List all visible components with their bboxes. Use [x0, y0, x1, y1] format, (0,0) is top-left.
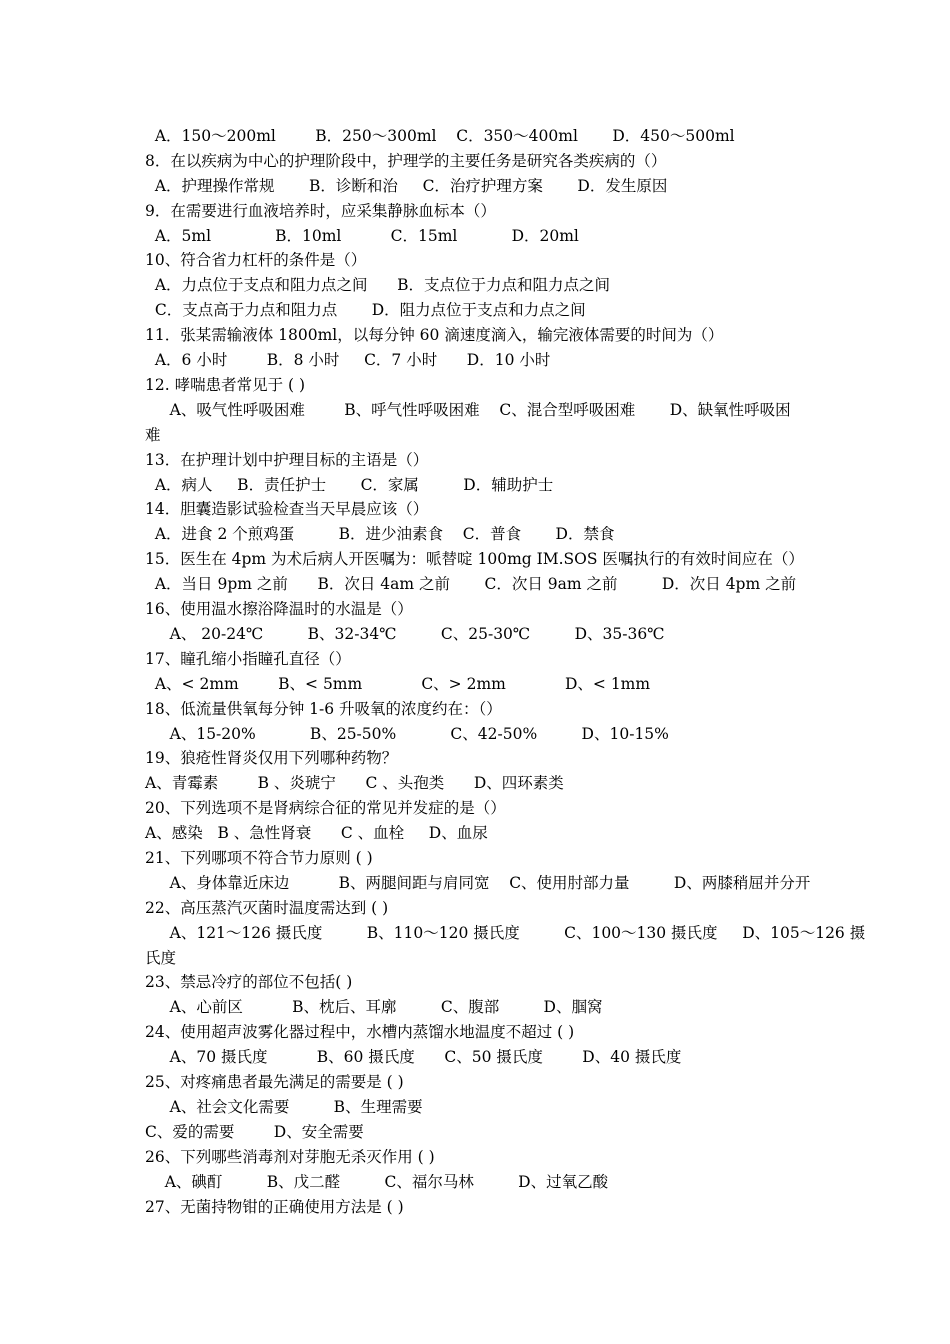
q9-options: A．5ml B．10ml C．15ml D．20ml [145, 227, 579, 245]
q16-question: 16、使用温水擦浴降温时的水温是（） [145, 600, 413, 618]
q22-question: 22、高压蒸汽灭菌时温度需达到 ( ) [145, 899, 389, 917]
q17-question: 17、瞳孔缩小指瞳孔直径（） [145, 650, 351, 668]
q15-options: A．当日 9pm 之前 B．次日 4am 之前 C．次日 9am 之前 D．次日 4pm 之前 [145, 575, 797, 593]
q12-options-wrap: 难 [145, 426, 161, 444]
q10-options-cd: C．支点高于力点和阻力点 D．阻力点位于支点和力点之间 [145, 301, 586, 319]
q21-options: A、身体靠近床边 B、两腿间距与肩同宽 C、使用肘部力量 D、两膝稍屈并分开 [145, 874, 811, 892]
q12-options: A、吸气性呼吸困难 B、呼气性呼吸困难 C、混合型呼吸困难 D、缺氧性呼吸困 [145, 401, 791, 419]
q7-options: A．150～200ml B．250～300ml C．350～400ml D．450～500ml [145, 127, 735, 145]
q21-question: 21、下列哪项不符合节力原则 ( ) [145, 849, 373, 867]
q8-question: 8．在以疾病为中心的护理阶段中，护理学的主要任务是研究各类疾病的（） [145, 152, 667, 170]
q15-question: 15．医生在 4pm 为术后病人开医嘱为：哌替啶 100mg IM.SOS 医嘱执行的有效时间应在（） [145, 550, 804, 568]
q22-options: A、121～126 摄氏度 B、110～120 摄氏度 C、100～130 摄氏度 D、105～126 摄 [145, 924, 866, 942]
q18-question: 18、低流量供氧每分钟 1-6 升吸氧的浓度约在：（） [145, 700, 502, 718]
q11-options: A．6 小时 B．8 小时 C．7 小时 D．10 小时 [145, 351, 551, 369]
q25-question: 25、对疼痛患者最先满足的需要是 ( ) [145, 1073, 404, 1091]
q14-question: 14．胆囊造影试验检查当天早晨应该（） [145, 500, 429, 518]
q17-options: A、< 2mm B、< 5mm C、> 2mm D、< 1mm [145, 675, 651, 693]
q8-options: A．护理操作常规 B．诊断和治 C．治疗护理方案 D．发生原因 [145, 177, 668, 195]
q13-question: 13．在护理计划中护理目标的主语是（） [145, 451, 429, 469]
q26-question: 26、下列哪些消毒剂对芽胞无杀灭作用 ( ) [145, 1148, 435, 1166]
q22-options-wrap: 氏度 [145, 949, 177, 967]
q20-options: A、感染 B 、急性肾衰 C 、血栓 D、血尿 [145, 824, 488, 842]
q10-question: 10、符合省力杠杆的条件是（） [145, 251, 367, 269]
q23-question: 23、禁忌冷疗的部位不包括( ) [145, 973, 353, 991]
q14-options: A．进食 2 个煎鸡蛋 B．进少油素食 C．普食 D．禁食 [145, 525, 615, 543]
q19-options: A、青霉素 B 、炎琥宁 C 、头孢类 D、四环素类 [145, 774, 564, 792]
q20-question: 20、下列选项不是肾病综合征的常见并发症的是（） [145, 799, 506, 817]
q9-question: 9．在需要进行血液培养时，应采集静脉血标本（） [145, 202, 496, 220]
q19-question: 19、狼疮性肾炎仅用下列哪种药物？ [145, 749, 398, 767]
q25-options-cd: C、爱的需要 D、安全需要 [145, 1123, 364, 1141]
q27-question: 27、无菌持物钳的正确使用方法是 ( ) [145, 1198, 404, 1216]
q16-options: A、 20-24℃ B、32-34℃ C、25-30℃ D、35-36℃ [145, 625, 665, 643]
q26-options: A、碘酊 B、戊二醛 C、福尔马林 D、过氧乙酸 [145, 1173, 609, 1191]
q24-question: 24、使用超声波雾化器过程中，水槽内蒸馏水地温度不超过 ( ) [145, 1023, 575, 1041]
q25-options-ab: A、社会文化需要 B、生理需要 [145, 1098, 423, 1116]
q11-question: 11．张某需输液体 1800ml，以每分钟 60 滴速度滴入，输完液体需要的时间为（） [145, 326, 724, 344]
q10-options-ab: A．力点位于支点和阻力点之间 B．支点位于力点和阻力点之间 [145, 276, 611, 294]
q12-question: 12. 哮喘患者常见于 ( ) [145, 376, 306, 394]
q23-options: A、心前区 B、枕后、耳廓 C、腹部 D、腘窝 [145, 998, 603, 1016]
q24-options: A、70 摄氏度 B、60 摄氏度 C、50 摄氏度 D、40 摄氏度 [145, 1048, 682, 1066]
q18-options: A、15-20% B、25-50% C、42-50% D、10-15% [145, 725, 669, 743]
q13-options: A．病人 B．责任护士 C．家属 D．辅助护士 [145, 476, 554, 494]
